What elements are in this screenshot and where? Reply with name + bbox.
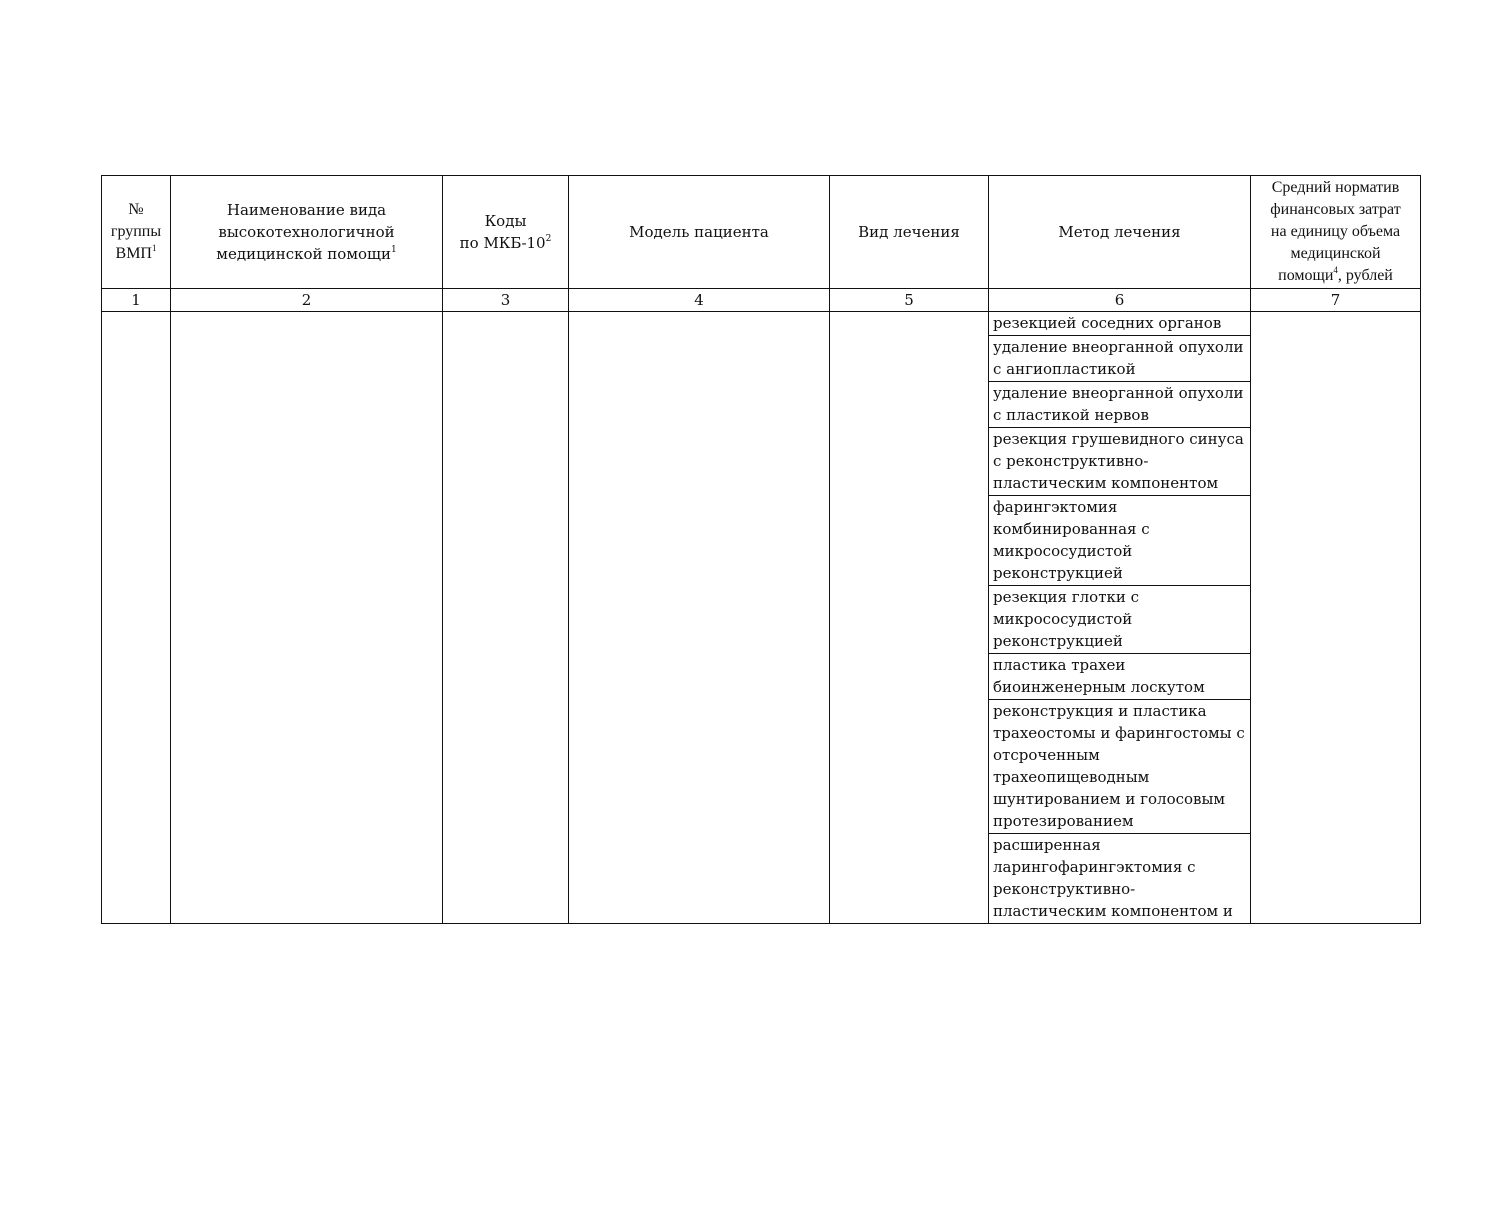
column-number: 5 (830, 289, 989, 312)
treatment-type-cell (830, 312, 989, 924)
header-care-type-name: Наименование вида высокотехнологичной медицинской помощи$^1$ (171, 176, 443, 289)
column-number: 4 (569, 289, 830, 312)
method-item: резекцией соседних органов (989, 312, 1250, 336)
patient-model-cell (569, 312, 830, 924)
treatment-method-cell (989, 312, 1251, 924)
method-item: резекция грушевидного синуса с реконструктивно-пластическим компонентом (989, 428, 1250, 496)
header-treatment-method: Метод лечения (989, 176, 1251, 289)
table-row (102, 312, 1421, 924)
method-item: удаление внеорганной опухоли с пластикой нервов (989, 382, 1250, 428)
header-group-number: № группы ВМП$^1$ (102, 176, 171, 289)
method-item: расширенная ларингофарингэктомия с реконструктивно-пластическим компонентом и (993, 836, 1233, 920)
method-item: реконструкция и пластика трахеостомы и фарингостомы с отсроченным трахеопищеводным шунтированием и голосовым протезированием (989, 700, 1250, 834)
method-item: удаление внеорганной опухоли с ангиопластикой (989, 336, 1250, 382)
column-number-row (102, 289, 1421, 312)
column-number: 7 (1251, 289, 1421, 312)
header-patient-model: Модель пациента (569, 176, 830, 289)
method-item: пластика трахеи биоинженерным лоскутом (989, 654, 1250, 700)
column-number: 6 (989, 289, 1251, 312)
header-icd-codes: Коды по МКБ-$10^2$ (443, 176, 569, 289)
column-number: 1 (102, 289, 171, 312)
column-number: 3 (443, 289, 569, 312)
group-number-cell (102, 312, 171, 924)
medical-care-table (101, 175, 1421, 924)
icd-codes-cell (443, 312, 569, 924)
care-type-name-cell (171, 312, 443, 924)
header-row (102, 176, 1421, 289)
header-treatment-type: Вид лечения (830, 176, 989, 289)
column-number: 2 (171, 289, 443, 312)
method-item: фарингэктомия комбинированная с микрососудистой реконструкцией (989, 496, 1250, 586)
average-cost-cell (1251, 312, 1421, 924)
method-item: резекция глотки с микрососудистой реконструкцией (989, 586, 1250, 654)
header-average-cost: Средний норматив финансовых затрат на единицу объема медицинской помощи$^4$, рублей (1251, 176, 1421, 289)
